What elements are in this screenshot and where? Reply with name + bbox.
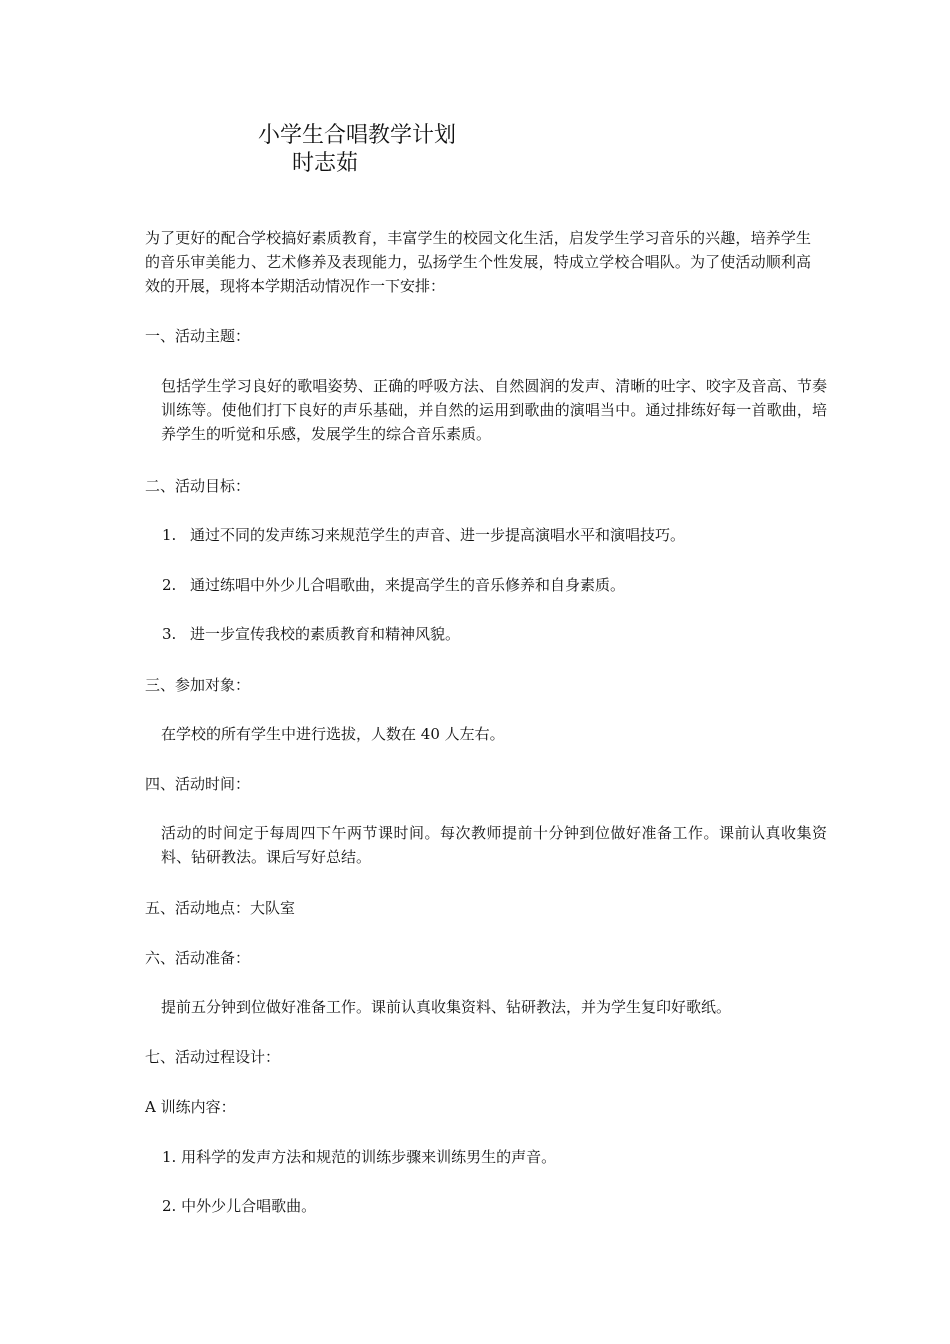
- subsection-heading: A 训练内容：: [145, 1098, 236, 1116]
- list-item: [162, 622, 460, 646]
- section-heading-theme: 一、活动主题：: [145, 327, 251, 345]
- list-number: 2.: [162, 576, 177, 594]
- section-heading-process: 七、活动过程设计：: [145, 1048, 281, 1066]
- intro-paragraph: 为了更好的配合学校搞好素质教育，丰富学生的校园文化生活，启发学生学习音乐的兴趣，培养学生的音乐审美能力、艺术修养及表现能力，弘扬学生个性发展，特成立学校合唱队。为了使活动顺利高效的开展，现将本学期活动情况作一下安排：: [145, 229, 811, 295]
- author-name: 时志茹: [292, 151, 359, 176]
- list-item: [162, 523, 685, 547]
- section-body-theme: 包括学生学习良好的歌唱姿势、正确的呼吸方法、自然圆润的发声、清晰的吐字、咬字及音高、节奏训练等。使他们打下良好的声乐基础，并自然的运用到歌曲的演唱当中。通过排练好每一首歌曲，培养学生的听觉和乐感，发展学生的综合音乐素质。: [161, 377, 827, 443]
- list-item: [162, 573, 625, 597]
- list-item: 1. 用科学的发声方法和规范的训练步骤来训练男生的声音。: [162, 1148, 557, 1166]
- section-heading-time: 四、活动时间：: [145, 775, 251, 793]
- section-heading-participants: 三、参加对象：: [145, 676, 251, 694]
- list-item: 2. 中外少儿合唱歌曲。: [162, 1197, 317, 1215]
- list-text: 进一步宣传我校的素质教育和精神风貌。: [190, 625, 461, 643]
- section-heading-goals: 二、活动目标：: [145, 477, 251, 495]
- list-number: 3.: [162, 625, 177, 643]
- list-text: 通过不同的发声练习来规范学生的声音、进一步提高演唱水平和演唱技巧。: [190, 526, 686, 544]
- section-heading-preparation: 六、活动准备：: [145, 949, 251, 967]
- section-body-participants: 在学校的所有学生中进行选拔，人数在 40 人左右。: [161, 725, 505, 743]
- section-body-time: 活动的时间定于每周四下午两节课时间。每次教师提前十分钟到位做好准备工作。课前认真收集资料、钻研教法。课后写好总结。: [161, 824, 827, 866]
- section-heading-location: 五、活动地点：大队室: [145, 899, 296, 917]
- list-text: 通过练唱中外少儿合唱歌曲，来提高学生的音乐修养和自身素质。: [190, 576, 626, 594]
- document-title: 小学生合唱教学计划: [258, 123, 457, 148]
- list-number: 1.: [162, 526, 177, 544]
- section-body-preparation: 提前五分钟到位做好准备工作。课前认真收集资料、钻研教法，并为学生复印好歌纸。: [161, 998, 732, 1016]
